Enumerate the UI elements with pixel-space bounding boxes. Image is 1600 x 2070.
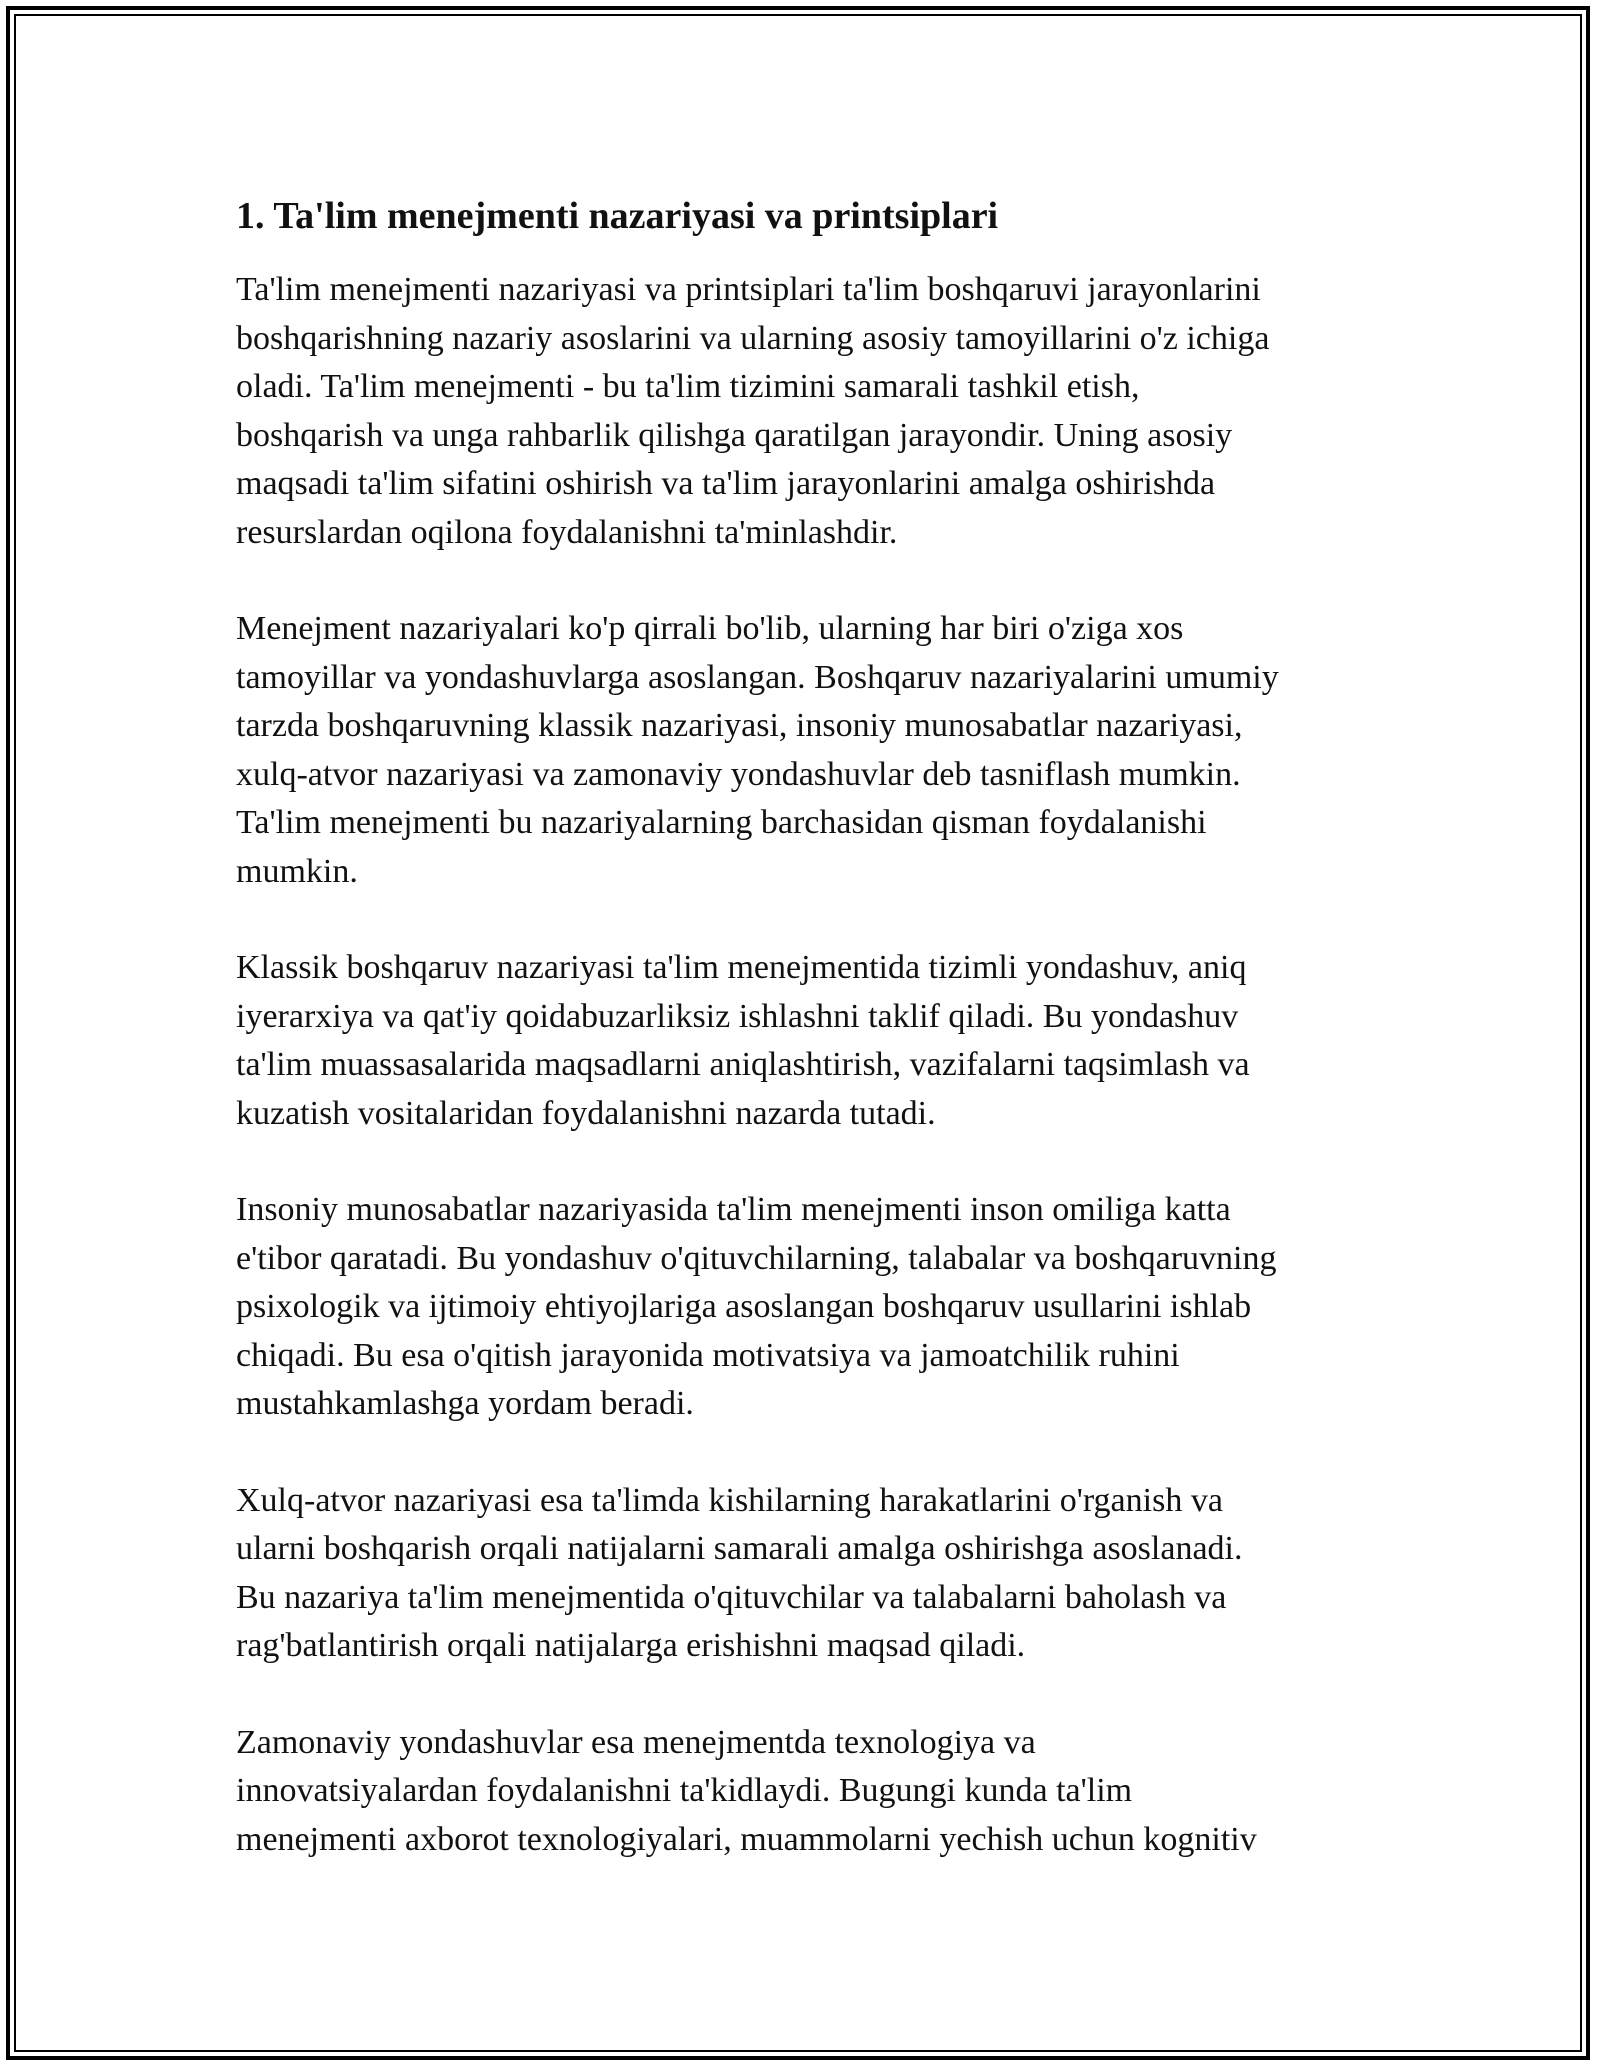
paragraph-2: Menejment nazariyalari ko'p qirrali bo'lib, ularning har biri o'ziga xos tamoyillar va yondashuvlarga asoslangan. Boshqaruv nazariyalarini umumiy tarzda boshqaruvning klassik nazariyasi, insoniy munosabatlar nazariyasi, xulq-atvor nazariyasi va zamonaviy yondashuvlar deb tasniflash mumkin. Ta'lim menejmenti bu nazariyalarning barchasidan qisman foydalanishi mumkin. — [236, 610, 1279, 890]
paragraph-5: Xulq-atvor nazariyasi esa ta'limda kishilarning harakatlarini o'rganish va ularni boshqarish orqali natijalarni samarali amalga oshirishga asoslanadi. Bu nazariya ta'lim menejmentida o'qituvchilar va talabalarni baholash va rag'batlantirish orqali natijalarga erishishni maqsad qiladi. — [236, 1481, 1243, 1664]
section-heading: 1. Ta'lim menejmenti nazariyasi va printsiplari — [236, 195, 999, 237]
paragraph-4: Insoniy munosabatlar nazariyasida ta'lim menejmenti inson omiliga katta e'tibor qaratadi. Bu yondashuv o'qituvchilarning, talabalar va boshqaruvning psixologik va ijtimoiy ehtiyojlariga asoslangan boshqaruv usullarini ishlab chiqadi. Bu esa o'qitish jarayonida motivatsiya va jamoatchilik ruhini mustahkamlashga yordam beradi. — [236, 1191, 1277, 1422]
paragraph-3: Klassik boshqaruv nazariyasi ta'lim menejmentida tizimli yondashuv, aniq iyerarxiya va qat'iy qoidabuzarliksiz ishlashni taklif qiladi. Bu yondashuv ta'lim muassasalarida maqsadlarni aniqlashtirish, vazifalarni taqsimlash va kuzatish vositalaridan foydalanishni nazarda tutadi. — [236, 949, 1250, 1132]
paragraph-1: Ta'lim menejmenti nazariyasi va printsiplari ta'lim boshqaruvi jarayonlarini boshqarishning nazariy asoslarini va ularning asosiy tamoyillarini o'z ichiga oladi. Ta'lim menejmenti - bu ta'lim tizimini samarali tashkil etish, boshqarish va unga rahbarlik qilishga qaratilgan jarayondir. Uning asosiy maqsadi ta'lim sifatini oshirish va ta'lim jarayonlarini amalga oshirishda resurslardan oqilona foydalanishni ta'minlashdir. — [236, 271, 1270, 551]
paragraph-6: Zamonaviy yondashuvlar esa menejmentda texnologiya va innovatsiyalardan foydalanishni ta'kidlaydi. Bugungi kunda ta'lim menejmenti axborot texnologiyalari, muammolarni yechish uchun kognitiv — [236, 1723, 1257, 1858]
document-body — [236, 188, 1396, 1912]
